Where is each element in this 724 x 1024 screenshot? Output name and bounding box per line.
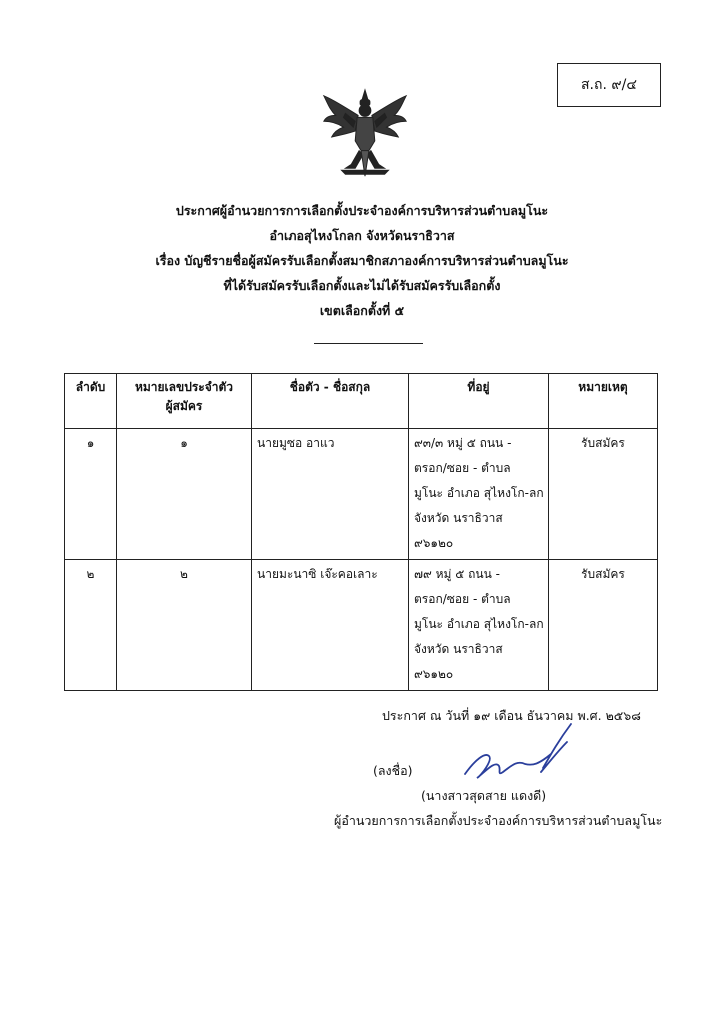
- garuda-emblem-icon: [316, 86, 414, 184]
- announcement-date: ประกาศ ณ วันที่ ๑๙ เดือน ธันวาคม พ.ศ. ๒๕๖๘: [382, 708, 641, 723]
- table-row: [65, 560, 658, 691]
- row-name: นายมูซอ อาแว: [252, 429, 409, 560]
- row-number: ๒: [117, 560, 252, 691]
- address-line: จังหวัด นราธิวาส: [414, 511, 503, 525]
- form-number-box: [557, 63, 661, 107]
- table-header-row: [65, 374, 658, 429]
- address-line: ๙๖๑๒๐: [414, 536, 454, 550]
- address-line: จังหวัด นราธิวาส: [414, 642, 503, 656]
- row-remark: รับสมัคร: [549, 429, 658, 560]
- signer-name: (นางสาวสุดสาย แดงดี): [421, 788, 547, 803]
- row-order: ๑: [65, 429, 117, 560]
- header-order: ลำดับ: [65, 374, 117, 429]
- form-number: ส.ถ. ๙/๔: [581, 77, 637, 93]
- row-address: [409, 560, 549, 691]
- table-row: [65, 429, 658, 560]
- address-line: ตรอก/ซอย - ตำบล: [414, 461, 511, 475]
- address-line: ๗๙ หมู่ ๕ ถนน -: [414, 567, 500, 581]
- header-number-line-1: หมายเลขประจำตัว: [134, 380, 234, 394]
- address-line: ๙๖๑๒๐: [414, 667, 454, 681]
- row-name: นายมะนาซิ เจ๊ะคอเลาะ: [252, 560, 409, 691]
- candidate-table: [64, 373, 658, 691]
- heading-divider: [314, 343, 423, 344]
- header-number: [117, 374, 252, 429]
- handwritten-signature: [455, 720, 575, 794]
- heading-line-3: เรื่อง บัญชีรายชื่อผู้สมัครรับเลือกตั้งสมาชิกสภาองค์การบริหารส่วนตำบลมูโนะ: [155, 253, 569, 268]
- row-remark: รับสมัคร: [549, 560, 658, 691]
- heading-line-4: ที่ได้รับสมัครรับเลือกตั้งและไม่ได้รับสมัครรับเลือกตั้ง: [223, 278, 501, 293]
- header-number-line-2: ผู้สมัคร: [165, 399, 203, 413]
- signer-position: ผู้อำนวยการการเลือกตั้งประจำองค์การบริหารส่วนตำบลมูโนะ: [334, 813, 663, 828]
- address-line: มูโนะ อำเภอ สุไหงโก-ลก: [414, 486, 544, 500]
- heading-line-2: อำเภอสุไหงโกลก จังหวัดนราธิวาส: [269, 228, 455, 243]
- address-line: ตรอก/ซอย - ตำบล: [414, 592, 511, 606]
- heading-line-5: เขตเลือกตั้งที่ ๕: [319, 303, 405, 318]
- row-order: ๒: [65, 560, 117, 691]
- header-address: ที่อยู่: [409, 374, 549, 429]
- heading-line-1: ประกาศผู้อำนวยการการเลือกตั้งประจำองค์การบริหารส่วนตำบลมูโนะ: [175, 203, 549, 218]
- row-number: ๑: [117, 429, 252, 560]
- header-name: ชื่อตัว - ชื่อสกุล: [252, 374, 409, 429]
- header-remark: หมายเหตุ: [549, 374, 658, 429]
- row-address: [409, 429, 549, 560]
- address-line: มูโนะ อำเภอ สุไหงโก-ลก: [414, 617, 544, 631]
- sign-label: (ลงชื่อ): [373, 763, 413, 778]
- address-line: ๙๓/๓ หมู่ ๕ ถนน -: [414, 436, 512, 450]
